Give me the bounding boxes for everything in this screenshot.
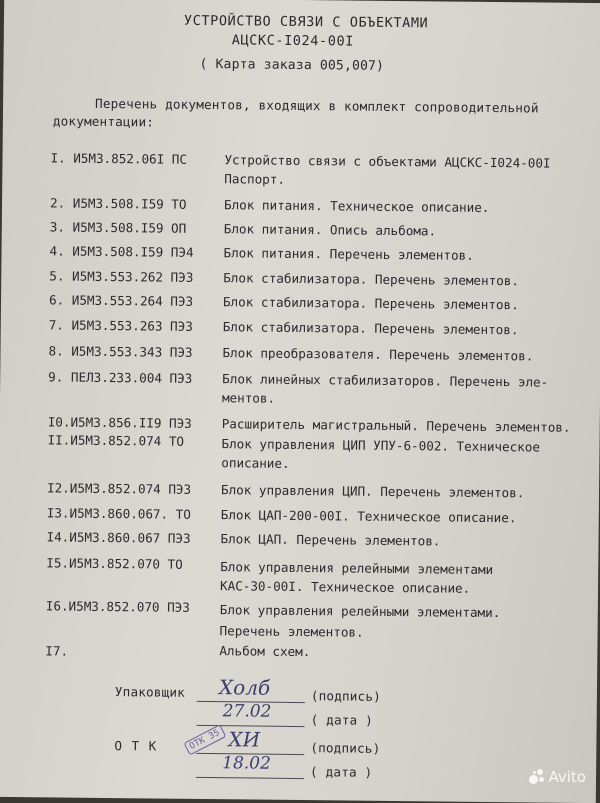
list-item-text: Блок преобразователя. Перечень элементов. [222,345,533,363]
list-item-text: Блок управления ЦИП УПУ-6-002. Техническое [221,436,540,454]
list-item-text: Блок питания. Опись альбома. [224,221,436,238]
list-item-text: описание. [221,455,289,471]
list-item-text: Блок ЦАП. Перечень элементов. [220,531,440,548]
list-item-text: Блок стабилизатора. Перечень элементов. [223,294,519,312]
order-card: ( Карта заказа 005,007) [199,57,384,74]
list-item-text: Блок управления ЦИП. Перечень элементов. [221,482,524,500]
list-item-number: 5. И5М3.553.262 ПЭЗ [49,268,193,285]
list-item-number: 8. И5М3.553.343 ПЭЗ [48,343,192,360]
list-item-text: Устройство связи с объектами АЦСКС-I024-00I [224,152,550,170]
list-item-number: 2. И5М3.508.I59 ТО [50,195,187,211]
list-item-text: Блок питания. Техническое описание. [224,197,490,215]
intro-line-2: документации: [53,113,154,129]
list-item-text: Перечень элементов. [220,623,364,640]
packer-sign-caption: (подпись) [311,688,381,704]
list-item-number: I0.И5М3.856.II9 ПЭЗ [48,414,192,431]
list-item-number: I5.И5М3.852.070 ТО [46,555,183,571]
list-item-text: Блок ЦАП-200-00I. Техническое описание. [221,507,517,525]
list-item-text: Блок управления релейными элементами [220,559,493,577]
packer-label: Упаковщик [115,684,185,700]
list-item-text: КАС-30-00I. Техническое описание. [220,578,470,596]
list-item-number: 7. И5М3.553.263 ПЭЗ [49,317,193,334]
otk-date: 18.02 [222,753,271,774]
list-item-number: 3. И5М3.508.I59 ОП [50,219,187,235]
list-item-text: Блок питания. Перечень элементов. [223,245,473,263]
avito-logo-icon [529,769,545,785]
list-item-text: Блок линейных стабилизаторов. Перечень эле- [222,371,548,389]
list-item-number: 6. И5М3.553.264 ПЭЗ [49,292,193,309]
list-item-number: 4. И5М3.508.I59 ПЭ4 [49,243,193,260]
otk-sign-caption: (подпись) [310,740,380,756]
avito-brand-text: Avito [549,768,587,786]
list-item-text: Паспорт. [224,171,285,187]
otk-stamp: ОТК 35 [183,724,225,755]
device-model: АЦСКС-I024-00I [232,32,354,49]
otk-signature: ХИ [228,727,260,751]
packer-signature: Холб [219,675,270,700]
otk-date-line [196,777,304,779]
document-title: УСТРОЙСТВО СВЯЗИ С ОБЪЕКТАМИ [184,13,429,32]
otk-date-caption: ( дата ) [310,764,372,780]
list-item-number: I. И5М3.852.06I ПС [50,150,187,166]
document-list [4,0,600,3]
list-item-number: I3.И5М3.860.067. ТО [47,505,191,522]
list-item-number: I4.И5М3.860.067 ПЭЗ [46,529,190,546]
signature-block [4,0,600,3]
packer-date: 27.02 [223,701,272,722]
list-item-number: I7. [45,643,68,658]
otk-label: О Т К [114,738,157,753]
list-item-text: Блок стабилизатора. Перечень элементов. [223,270,519,288]
list-item-text: Расширитель магистральный. Перечень элементов. [222,416,571,435]
packer-date-caption: ( дата ) [311,712,373,728]
list-item-number: I2.И5М3.852.074 ПЭЗ [47,480,191,497]
list-item-text: ментов. [222,390,275,406]
avito-watermark [529,768,587,786]
list-item-number: II.И5М3.852.074 ТО [47,432,184,448]
list-item-text: Блок управления релейными элементами. [220,602,501,620]
intro-line-1: Перечень документов, входящих в комплект сопроводительной [95,96,539,116]
list-item-number: 9. ПЕЛЗ.233.004 ПЭЗ [48,369,192,386]
list-item-number: I6.И5М3.852.070 ПЭЗ [46,598,190,615]
list-item-text: Альбом схем. [219,643,310,659]
list-item-text: Блок стабилизатора. Перечень элементов. [223,319,519,337]
